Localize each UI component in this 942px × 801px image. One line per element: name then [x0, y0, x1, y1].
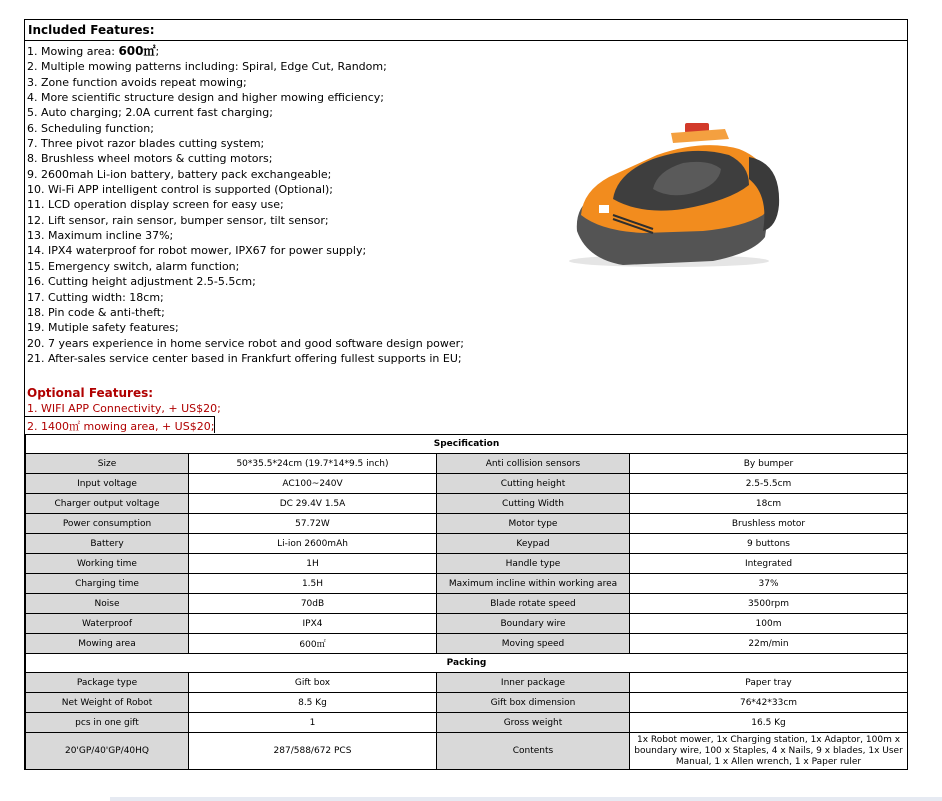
spec-value: AC100~240V	[189, 474, 437, 494]
feature-text: 17. Cutting width: 18cm;	[27, 290, 164, 304]
spec-value: 100m	[630, 614, 908, 634]
feature-text: 6. Scheduling function;	[27, 121, 154, 135]
feature-text: 19. Mutiple safety features;	[27, 321, 179, 335]
spec-value: 1	[189, 713, 437, 733]
optional-feature-item: 1. WIFI APP Connectivity, + US$20;	[27, 402, 221, 415]
spec-table	[25, 434, 908, 770]
table-row	[26, 693, 908, 713]
spec-value: 37%	[630, 574, 908, 594]
table-row	[26, 474, 908, 494]
feature-item	[27, 182, 464, 197]
spec-label: Package type	[26, 673, 189, 693]
bottom-scroll-strip	[110, 797, 942, 801]
feature-text: 7. Three pivot razor blades cutting system;	[27, 137, 265, 151]
spec-value: Brushless motor	[630, 514, 908, 534]
spec-value: 57.72W	[189, 514, 437, 534]
spec-label: Charging time	[26, 574, 189, 594]
spec-label: Blade rotate speed	[437, 594, 630, 614]
feature-text: 5. Auto charging; 2.0A current fast charging;	[27, 106, 273, 120]
table-row	[26, 713, 908, 733]
feature-text: 15. Emergency switch, alarm function;	[27, 259, 240, 273]
table-row	[26, 673, 908, 693]
table-row	[26, 594, 908, 614]
spec-value: Integrated	[630, 554, 908, 574]
table-row	[26, 494, 908, 514]
feature-item	[27, 59, 464, 74]
table-row	[26, 574, 908, 594]
optional-feature-item: 2. 1400㎡ mowing area, + US$20;	[27, 420, 215, 433]
feature-text: 18. Pin code & anti-theft;	[27, 305, 165, 319]
feature-text: 16. Cutting height adjustment 2.5-5.5cm;	[27, 275, 256, 289]
spec-value: 1H	[189, 554, 437, 574]
product-sheet	[24, 19, 908, 770]
feature-text: 14. IPX4 waterproof for robot mower, IPX67 for power supply;	[27, 244, 367, 258]
spec-label: Keypad	[437, 534, 630, 554]
feature-item	[27, 121, 464, 136]
spec-label: Charger output voltage	[26, 494, 189, 514]
front-sensor	[599, 205, 609, 213]
feature-text: 1. Mowing area:	[27, 45, 119, 58]
feature-text: 8. Brushless wheel motors & cutting motors;	[27, 152, 273, 166]
spec-label: Boundary wire	[437, 614, 630, 634]
spec-value: Gift box	[189, 673, 437, 693]
spec-label: Waterproof	[26, 614, 189, 634]
spec-label: Input voltage	[26, 474, 189, 494]
feature-item	[27, 274, 464, 289]
table-row	[26, 614, 908, 634]
feature-item	[27, 243, 464, 258]
section-title: Specification	[26, 435, 908, 454]
feature-item	[27, 90, 464, 105]
spec-value: 2.5-5.5cm	[630, 474, 908, 494]
spec-label: Battery	[26, 534, 189, 554]
feature-item	[27, 44, 464, 59]
feature-text: 12. Lift sensor, rain sensor, bumper sensor, tilt sensor;	[27, 213, 329, 227]
specification-header	[26, 435, 908, 454]
spec-label: Moving speed	[437, 634, 630, 654]
table-row	[26, 554, 908, 574]
feature-item	[27, 75, 464, 90]
robot-mower-image	[553, 119, 785, 269]
feature-item	[27, 228, 464, 243]
spec-value: Li-ion 2600mAh	[189, 534, 437, 554]
spec-value: 50*35.5*24cm (19.7*14*9.5 inch)	[189, 454, 437, 474]
feature-text: 9. 2600mah Li-ion battery, battery pack exchangeable;	[27, 167, 332, 181]
spec-label: Noise	[26, 594, 189, 614]
feature-area	[25, 41, 907, 434]
feature-text: 10. Wi-Fi APP intelligent control is supported (Optional);	[27, 183, 334, 197]
table-row	[26, 454, 908, 474]
spec-label: Gross weight	[437, 713, 630, 733]
feature-text: 21. After-sales service center based in Frankfurt offering fullest supports in EU;	[27, 351, 462, 365]
spec-value: 287/588/672 PCS	[189, 733, 437, 770]
spec-value: 18cm	[630, 494, 908, 514]
spec-value: 70dB	[189, 594, 437, 614]
spec-label: Cutting height	[437, 474, 630, 494]
spec-label: Inner package	[437, 673, 630, 693]
spec-label: Motor type	[437, 514, 630, 534]
spec-value: 3500rpm	[630, 594, 908, 614]
spec-label: pcs in one gift	[26, 713, 189, 733]
table-row	[26, 634, 908, 654]
included-features-title: Included Features:	[28, 23, 155, 37]
spec-value: Paper tray	[630, 673, 908, 693]
spec-label: Anti collision sensors	[437, 454, 630, 474]
spec-value: 1.5H	[189, 574, 437, 594]
feature-text: 3. Zone function avoids repeat mowing;	[27, 75, 247, 89]
spec-label: Working time	[26, 554, 189, 574]
feature-text: 4. More scientific structure design and higher mowing efficiency;	[27, 91, 384, 105]
feature-suffix: ;	[155, 45, 160, 58]
feature-text: 20. 7 years experience in home service robot and good software design power;	[27, 336, 464, 350]
mower-handle	[671, 129, 729, 143]
spec-value: 600㎡	[189, 634, 437, 654]
spec-label: 20'GP/40'GP/40HQ	[26, 733, 189, 770]
feature-item	[27, 290, 464, 305]
spec-label: Maximum incline within working area	[437, 574, 630, 594]
optional-features-title: Optional Features:	[27, 386, 154, 400]
section-title: Packing	[26, 654, 908, 673]
spec-label: Handle type	[437, 554, 630, 574]
feature-item	[27, 259, 464, 274]
spec-value: 9 buttons	[630, 534, 908, 554]
feature-item	[27, 136, 464, 151]
feature-item	[27, 197, 464, 212]
feature-item	[27, 151, 464, 166]
feature-item	[27, 320, 464, 335]
packing-header	[26, 654, 908, 673]
spec-label: Contents	[437, 733, 630, 770]
spec-value: IPX4	[189, 614, 437, 634]
spec-label: Cutting Width	[437, 494, 630, 514]
feature-value: 600㎡	[118, 44, 156, 58]
spec-value: 22m/min	[630, 634, 908, 654]
spec-value: 1x Robot mower, 1x Charging station, 1x Adaptor, 100m x boundary wire, 100 x Staples, 4 x Nails, 9 x blades, 1x User Manual, 1 x Allen wrench, 1 x Paper ruler	[630, 733, 908, 770]
feature-item	[27, 336, 464, 351]
feature-item	[27, 213, 464, 228]
spec-value: By bumper	[630, 454, 908, 474]
feature-item	[27, 167, 464, 182]
included-features-heading	[25, 19, 907, 41]
table-row	[26, 514, 908, 534]
feature-text: 13. Maximum incline 37%;	[27, 229, 174, 243]
feature-text: 11. LCD operation display screen for easy use;	[27, 198, 284, 212]
spec-value: 8.5 Kg	[189, 693, 437, 713]
feature-item	[27, 105, 464, 120]
feature-text: 2. Multiple mowing patterns including: Spiral, Edge Cut, Random;	[27, 60, 387, 74]
spec-label: Size	[26, 454, 189, 474]
spec-label: Mowing area	[26, 634, 189, 654]
feature-list	[27, 44, 464, 366]
spec-label: Gift box dimension	[437, 693, 630, 713]
spec-label: Power consumption	[26, 514, 189, 534]
table-row	[26, 733, 908, 770]
feature-item	[27, 351, 464, 366]
spec-value: 16.5 Kg	[630, 713, 908, 733]
spec-label: Net Weight of Robot	[26, 693, 189, 713]
table-row	[26, 534, 908, 554]
spec-value: DC 29.4V 1.5A	[189, 494, 437, 514]
spec-value: 76*42*33cm	[630, 693, 908, 713]
feature-item	[27, 305, 464, 320]
